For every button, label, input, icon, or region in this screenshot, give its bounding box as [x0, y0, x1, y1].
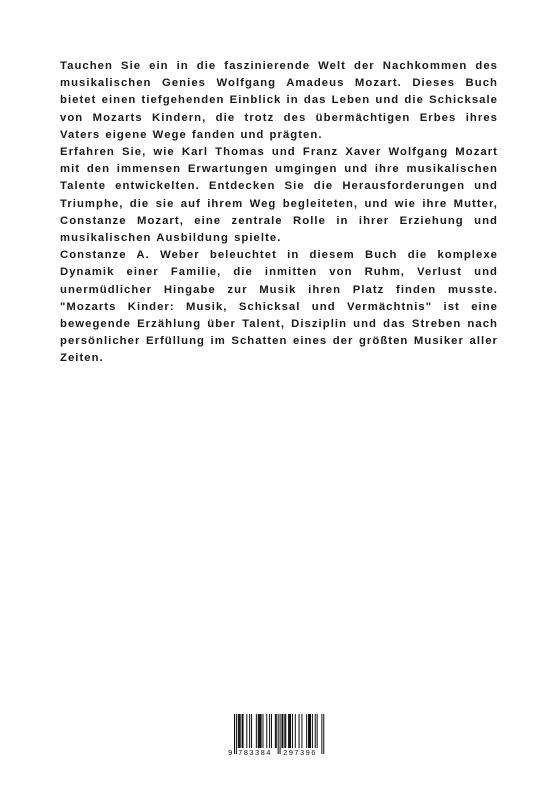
barcode-bar [269, 714, 270, 748]
barcode-bar [240, 714, 241, 748]
barcode-bar [284, 714, 285, 748]
barcode-bar [276, 714, 277, 748]
barcode-bar [306, 714, 307, 748]
barcode-bar [290, 714, 291, 748]
barcode-bar [301, 714, 302, 748]
barcode-bar [238, 714, 239, 748]
barcode-bar [309, 714, 310, 748]
barcode-bar [263, 714, 264, 748]
barcode-right-group: 297396 [283, 750, 317, 758]
book-blurb [60, 58, 498, 368]
barcode-bar [312, 714, 313, 748]
barcode-bar [315, 714, 316, 748]
isbn-barcode [228, 712, 328, 760]
barcode-number [228, 748, 328, 760]
barcode-lead-digit: 9 [228, 750, 233, 758]
barcode-bar [282, 714, 283, 748]
barcode-bar [271, 714, 272, 748]
barcode-bar [317, 714, 318, 748]
barcode-bar [275, 714, 276, 748]
barcode-bar [292, 714, 293, 748]
blurb-paragraph-2: Erfahren Sie, wie Karl Thomas und Franz Xaver Wolfgang Mozart mit den immensen Erwartungen umgingen und ihre musikalischen Talente entwickelten. Entdecken Sie die Herausforderungen und Triumphe, die sie auf ihrem Weg begleiteten, und wie ihre Mutter, Constanze Mozart, eine zentrale Rolle in ihrer Erziehung und musikalischen Ausbildung spielte. [60, 146, 498, 245]
barcode-bar [239, 714, 240, 748]
barcode-bar [266, 714, 267, 748]
barcode-bar [288, 714, 289, 748]
blurb-paragraph-3: Constanze A. Weber beleuchtet in diesem Buch die komplexe Dynamik einer Familie, die inmitten von Ruhm, Verlust und unermüdlicher Hingabe zur Musik ihren Platz finden musste. "Mozarts Kinder: Musik, Schicksal und Vermächtnis" ist eine bewegende Erzählung über Talent, Disziplin und das Streben nach persönlicher Erfüllung im Schatten eines der größten Musiker aller Zeiten. [60, 249, 498, 365]
barcode-bar [299, 714, 300, 748]
barcode-bar [259, 714, 260, 748]
barcode-bar [308, 714, 309, 748]
barcode-bar [282, 714, 283, 748]
barcode-left-group: 783384 [238, 750, 272, 758]
barcode-bar [246, 714, 247, 748]
barcode-bar [295, 714, 296, 748]
barcode-bar [258, 714, 259, 748]
barcode-bar [249, 714, 250, 748]
barcode-bar [261, 714, 262, 748]
barcode-bar [260, 714, 261, 748]
barcode-bar [242, 714, 243, 748]
barcode-bar [256, 714, 257, 748]
barcode-bar [289, 714, 290, 748]
barcode-bar [285, 714, 286, 748]
barcode-bar [310, 714, 311, 748]
blurb-paragraph-1: Tauchen Sie ein in die faszinierende Welt der Nachkommen des musikalischen Genies Wolfgang Amadeus Mozart. Dieses Buch bietet einen tiefgehenden Einblick in das Leben und die Schicksale von Mozarts Kindern, die trotz des übermächtigen Erbes ihres Vaters eigene Wege fanden und prägten. [60, 60, 499, 141]
barcode-bar [251, 714, 252, 748]
barcode-bar [243, 714, 244, 748]
